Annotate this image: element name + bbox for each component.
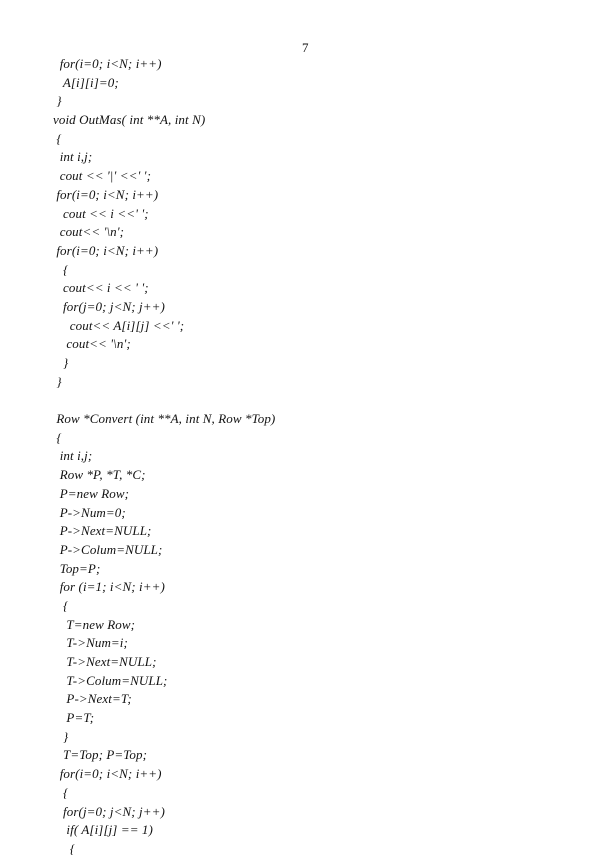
code-line: P->Next=NULL; — [53, 523, 152, 539]
code-line: Row *P, *T, *C; — [53, 467, 146, 483]
code-line: } — [53, 373, 62, 389]
code-line: for(i=0; i<N; i++) — [53, 186, 159, 202]
code-line: } — [53, 93, 62, 109]
code-line: T=Top; P=Top; — [53, 747, 148, 763]
code-line: P->Colum=NULL; — [53, 541, 163, 557]
code-line: for(j=0; j<N; j++) — [53, 298, 165, 314]
code-line: Top=P; — [53, 560, 101, 576]
code-line: P=new Row; — [53, 485, 130, 501]
code-line: cout<< i << ' '; — [53, 280, 149, 296]
code-line: Row *Convert (int **A, int N, Row *Top) — [53, 411, 276, 427]
code-line: P->Next=T; — [53, 691, 132, 707]
code-line: { — [53, 840, 76, 856]
code-line: { — [53, 597, 69, 613]
code-line: if( A[i][j] == 1) — [53, 822, 153, 838]
code-line: } — [53, 728, 69, 744]
code-line: { — [53, 784, 69, 800]
code-line: for(j=0; j<N; j++) — [53, 803, 165, 819]
code-line: void OutMas( int **A, int N) — [53, 112, 206, 128]
code-line: P->Num=0; — [53, 504, 126, 520]
code-line: } — [53, 355, 69, 370]
code-line: cout<< '\n'; — [53, 336, 131, 352]
code-line: T=new Row; — [53, 616, 136, 632]
code-line: cout << i <<' '; — [53, 205, 149, 221]
code-line: int i,j; — [53, 448, 93, 464]
code-line: for (i=1; i<N; i++) — [53, 579, 165, 595]
page-number: 7 — [302, 40, 309, 55]
code-listing — [53, 55, 573, 859]
code-line: cout << '|' <<' '; — [53, 168, 151, 184]
code-line: { — [53, 130, 62, 146]
code-line: cout<< A[i][j] <<' '; — [53, 317, 185, 333]
code-line: int i,j; — [53, 149, 93, 165]
code-line: { — [53, 261, 69, 277]
code-line: P=T; — [53, 710, 95, 726]
code-line: T->Colum=NULL; — [53, 672, 168, 688]
code-line: for(i=0; i<N; i++) — [53, 766, 162, 782]
code-line: A[i][i]=0; — [53, 74, 119, 90]
code-line: T->Next=NULL; — [53, 654, 157, 669]
code-line — [53, 391, 573, 410]
code-line: { — [53, 429, 62, 445]
code-line: for(i=0; i<N; i++) — [53, 242, 159, 258]
code-line: for(i=0; i<N; i++) — [53, 56, 162, 71]
code-line: T->Num=i; — [53, 635, 128, 651]
code-line: cout<< '\n'; — [53, 224, 125, 240]
